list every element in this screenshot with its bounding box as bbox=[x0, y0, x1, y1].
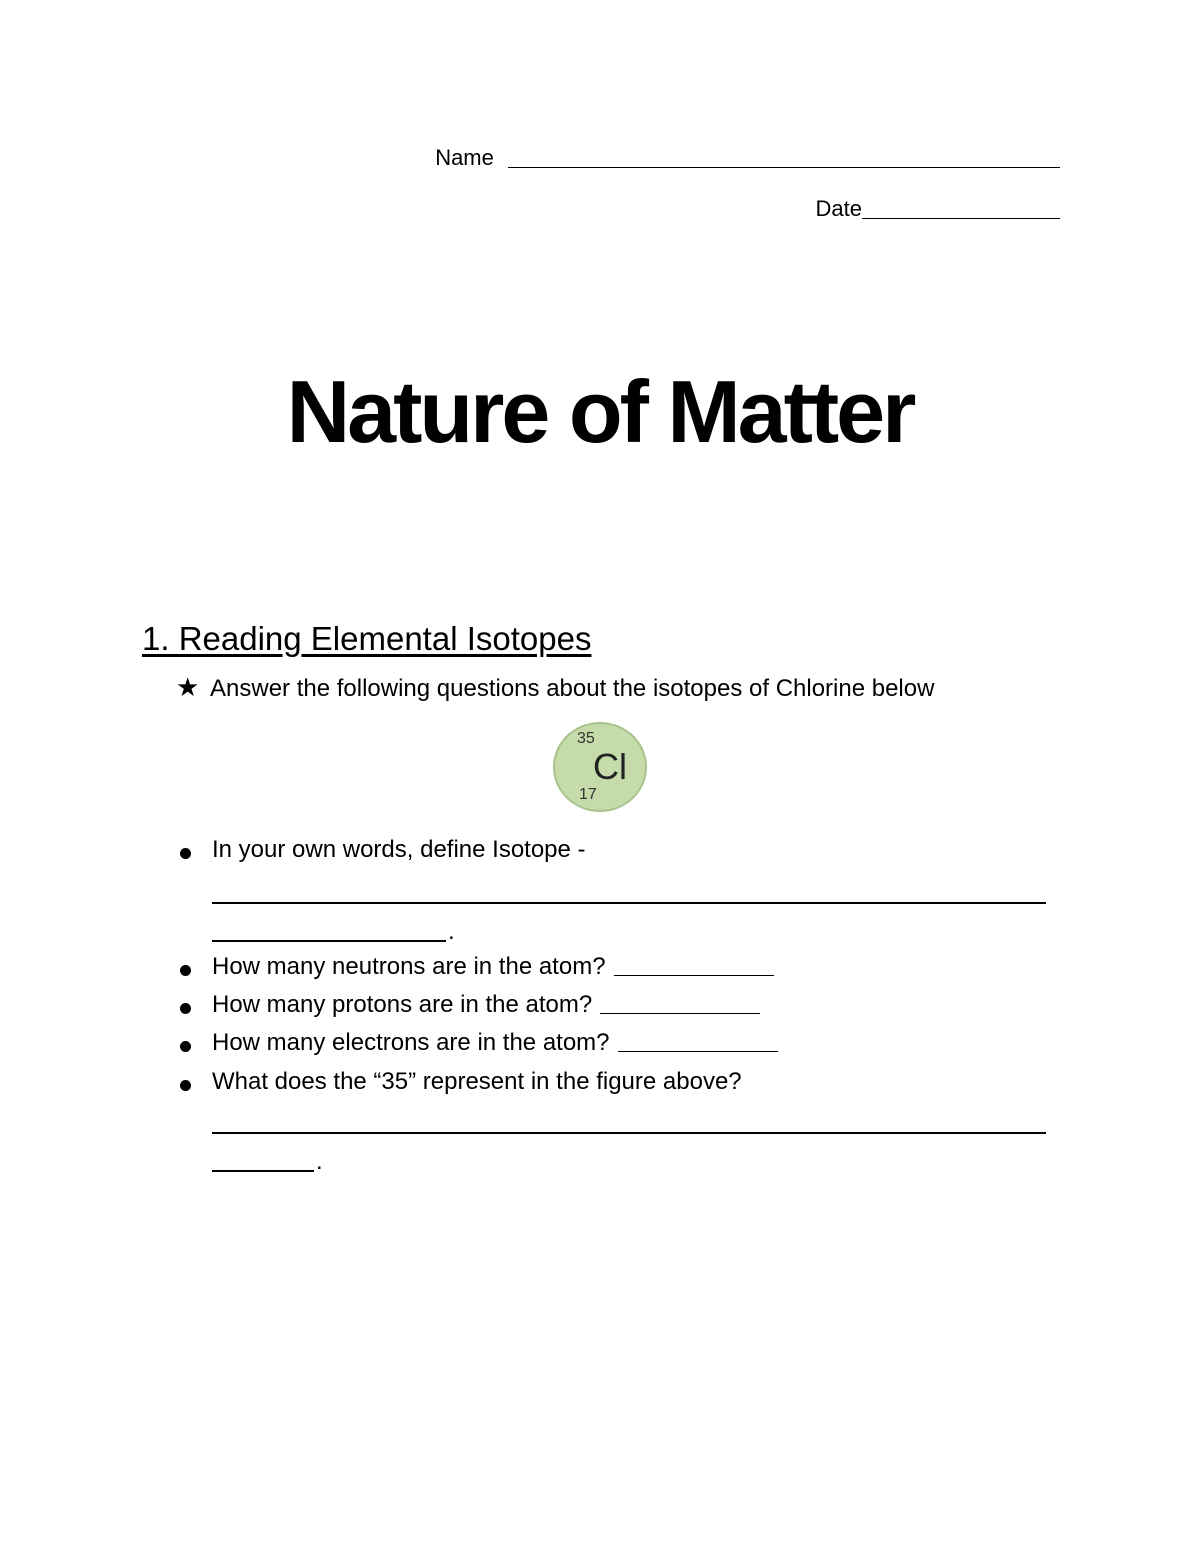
isotope-answer-line-2[interactable] bbox=[212, 940, 446, 942]
neutrons-answer-blank[interactable] bbox=[614, 974, 774, 976]
chlorine-element-tile bbox=[553, 722, 647, 812]
bullet-icon bbox=[180, 1041, 191, 1052]
bullet-icon bbox=[180, 1003, 191, 1014]
question-text: How many neutrons are in the atom? bbox=[212, 953, 606, 980]
line-terminator: . bbox=[448, 918, 455, 945]
section-heading: 1. Reading Elemental Isotopes bbox=[142, 620, 592, 657]
question-text: In your own words, define Isotope - bbox=[212, 836, 586, 863]
isotope-answer-line-1[interactable] bbox=[212, 902, 1046, 904]
line-terminator: . bbox=[316, 1148, 323, 1175]
date-blank[interactable] bbox=[862, 217, 1060, 219]
name-field[interactable] bbox=[435, 145, 1060, 171]
mass-number: 35 bbox=[577, 730, 595, 747]
instruction-text: Answer the following questions about the isotopes of Chlorine below bbox=[210, 675, 935, 702]
document-title: Nature of Matter bbox=[286, 362, 914, 461]
question-text: How many protons are in the atom? bbox=[212, 991, 593, 1018]
electrons-answer-blank[interactable] bbox=[618, 1050, 778, 1052]
question-text: How many electrons are in the atom? bbox=[212, 1029, 610, 1056]
date-field[interactable] bbox=[816, 196, 1060, 222]
bullet-icon bbox=[180, 965, 191, 976]
figure-answer-line-2[interactable] bbox=[212, 1170, 314, 1172]
atomic-number: 17 bbox=[579, 786, 597, 803]
bullet-icon bbox=[180, 1080, 191, 1091]
figure-answer-line-1[interactable] bbox=[212, 1132, 1046, 1134]
star-icon: ★ bbox=[176, 672, 200, 702]
instruction-line bbox=[176, 672, 934, 703]
bullet-icon bbox=[180, 848, 191, 859]
date-label: Date bbox=[815, 196, 862, 221]
name-blank[interactable] bbox=[508, 166, 1060, 168]
element-symbol: Cl bbox=[593, 746, 627, 787]
name-label: Name bbox=[435, 145, 494, 170]
protons-answer-blank[interactable] bbox=[600, 1012, 760, 1014]
question-text: What does the “35” represent in the figure above? bbox=[212, 1068, 742, 1095]
